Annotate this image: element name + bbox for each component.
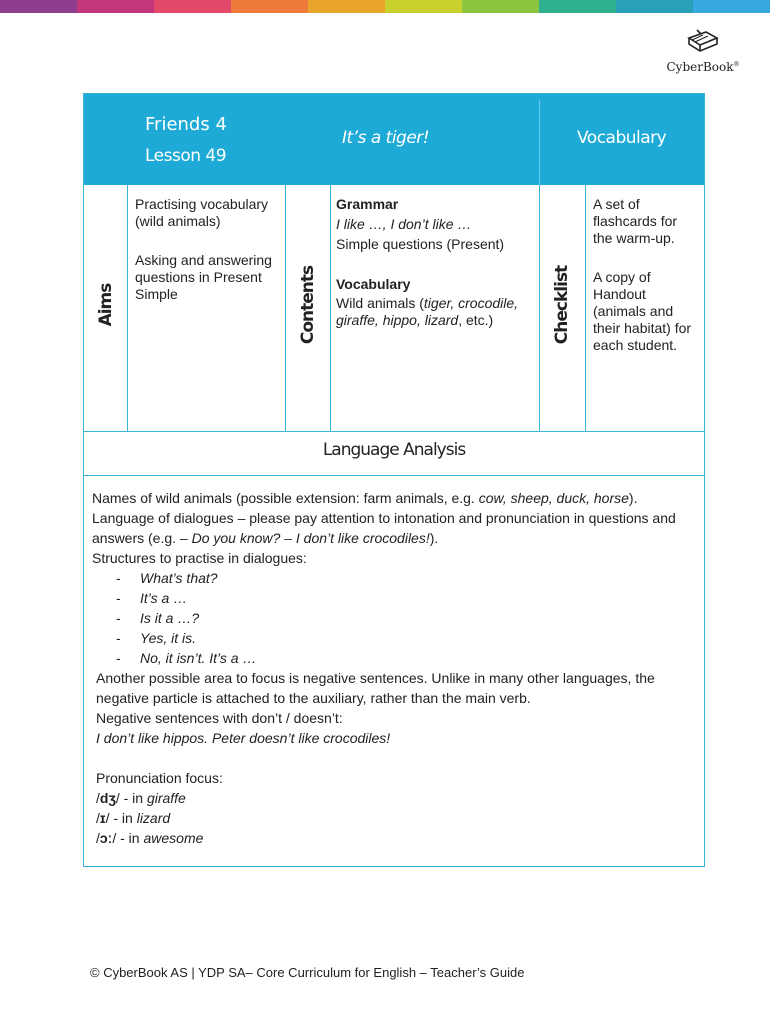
aims-item: Asking and answering questions in Present Simple <box>135 252 272 302</box>
aims-cell <box>135 196 275 303</box>
example-text: Do you know? – I don’t like crocodiles! <box>191 530 430 546</box>
dialogue-text: Yes, it is. <box>140 630 197 646</box>
vocab-text: Wild animals ( <box>336 295 424 311</box>
column-divider <box>585 185 586 431</box>
example-word: awesome <box>143 830 204 846</box>
color-strip <box>231 0 308 13</box>
page-footer: © CyberBook AS | YDP SA– Core Curriculum for English – Teacher’s Guide <box>90 965 525 980</box>
column-divider <box>127 185 128 431</box>
book-title: Friends 4 <box>145 114 227 135</box>
example-word: giraffe <box>146 790 186 806</box>
lesson-header <box>84 94 704 185</box>
checklist-cell <box>593 196 697 354</box>
analysis-paragraph: Negative sentences with don’t / doesn’t: <box>96 710 343 726</box>
dialogue-item: - It’s a … <box>116 590 188 606</box>
checklist-item: A copy of Handout (animals and their habitat) for each student. <box>593 269 692 353</box>
column-divider <box>330 185 331 431</box>
grammar-heading: Grammar <box>336 196 399 212</box>
analysis-paragraph: Pronunciation focus: <box>96 770 223 786</box>
vocabulary-line <box>336 295 532 329</box>
text: Language of dialogues – please pay attention to intonation and pronunciation in questions and answers (e.g. – <box>92 510 676 546</box>
phoneme: dʒ <box>99 790 116 806</box>
example-sentence: I don’t like hippos. Peter doesn’t like crocodiles! <box>96 730 391 746</box>
dialogue-text: It’s a … <box>140 590 188 606</box>
dialogue-text: Is it a …? <box>140 610 200 626</box>
color-strip <box>0 0 77 13</box>
color-strip <box>616 0 693 13</box>
analysis-paragraph: Structures to practise in dialogues: <box>92 550 307 566</box>
column-divider <box>285 185 286 431</box>
pronunciation-item: /dʒ/ - in giraffe <box>96 790 186 806</box>
pronunciation-item: /ɪ/ - in lizard <box>96 810 171 826</box>
column-divider <box>539 185 540 431</box>
lesson-topic: It’s a tiger! <box>342 128 430 148</box>
example-word: lizard <box>136 810 171 826</box>
phoneme: ɔː <box>99 830 113 846</box>
language-analysis-title: Language Analysis <box>322 440 466 460</box>
dialogue-item: - No, it isn’t. It’s a … <box>116 650 257 666</box>
text: ). <box>628 490 638 506</box>
checklist-label: Checklist <box>552 265 572 345</box>
pronunciation-item: /ɔː/ - in awesome <box>96 830 204 846</box>
logo-wordmark: CyberBook® <box>666 60 740 74</box>
section-title: Vocabulary <box>577 128 667 148</box>
cyberbook-logo <box>662 28 744 82</box>
aims-item: Practising vocabulary (wild animals) <box>135 196 269 229</box>
aims-label: Aims <box>96 283 116 327</box>
lesson-number: Lesson 49 <box>145 146 227 166</box>
analysis-paragraph <box>92 488 697 508</box>
header-divider <box>539 100 540 185</box>
color-strip <box>539 0 616 13</box>
dialogue-text: What’s that? <box>140 570 218 586</box>
grammar-line: Simple questions (Present) <box>336 236 505 252</box>
example-text: cow, sheep, duck, horse <box>478 490 629 506</box>
vocab-examples: tiger, crocodile, giraffe, hippo, lizard <box>336 295 519 328</box>
row-divider <box>84 431 704 432</box>
checklist-item: A set of flashcards for the warm-up. <box>593 196 678 246</box>
vocabulary-heading: Vocabulary <box>336 276 411 292</box>
color-strip <box>462 0 539 13</box>
top-color-bar <box>0 0 770 13</box>
phoneme: ɪ <box>99 810 106 826</box>
contents-label: Contents <box>298 265 318 345</box>
grammar-line: I like …, I don’t like … <box>336 216 472 232</box>
color-strip <box>385 0 462 13</box>
dialogue-text: No, it isn’t. It’s a … <box>140 650 257 666</box>
analysis-paragraph: Another possible area to focus is negative sentences. Unlike in many other languages, the negative particle is attached to the auxiliary, rather than the main verb. <box>96 670 655 706</box>
dialogue-item: - Is it a …? <box>116 610 200 626</box>
color-strip <box>308 0 385 13</box>
book-icon <box>686 28 720 58</box>
text: Names of wild animals (possible extension: farm animals, e.g. <box>92 490 479 506</box>
color-strip <box>154 0 231 13</box>
analysis-paragraph <box>92 508 697 548</box>
color-strip <box>693 0 770 13</box>
vocab-text: , etc.) <box>458 312 494 328</box>
dialogue-item: - What’s that? <box>116 570 218 586</box>
language-analysis-body <box>92 488 697 848</box>
row-divider <box>84 475 704 476</box>
color-strip <box>77 0 154 13</box>
dialogue-item: - Yes, it is. <box>116 630 197 646</box>
text: ). <box>429 530 439 546</box>
contents-cell <box>336 196 532 329</box>
